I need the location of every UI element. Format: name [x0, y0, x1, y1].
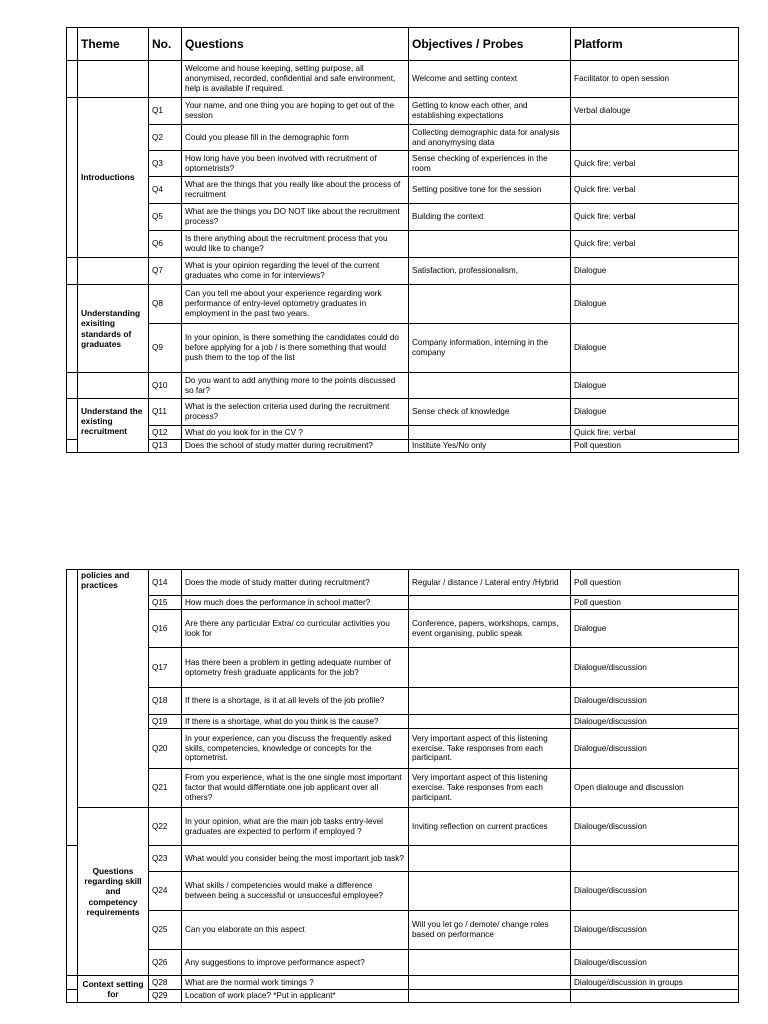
- table-row: [67, 729, 739, 769]
- question-text: In your opinion, what are the main job tasks entry-level graduates are expected to perform if employed ?: [182, 808, 409, 846]
- question-text: From you experience, what is the one single most important factor that would differntiate one job applicant over all others?: [182, 769, 409, 808]
- question-number: Q7: [149, 258, 182, 285]
- objective-text: Institute Yes/No only: [409, 440, 571, 453]
- question-number: Q1: [149, 98, 182, 125]
- question-text: Are there any particular Extra/ co curricular activities you look for: [182, 610, 409, 648]
- table-row: [67, 98, 739, 125]
- question-number: Q15: [149, 596, 182, 610]
- questionnaire-table-page-2: [66, 569, 739, 1003]
- objective-text: Getting to know each other, and establishing expectations: [409, 98, 571, 125]
- objective-text: Welcome and setting context: [409, 61, 571, 98]
- question-text: Welcome and house keeping, setting purpose, all anonymised, recorded, confidential and safe environment, help is available if required.: [182, 61, 409, 98]
- objective-text: [409, 231, 571, 258]
- header-row: [67, 28, 739, 61]
- objective-text: Very important aspect of this listening exercise. Take responses from each participant.: [409, 769, 571, 808]
- table-row: [67, 570, 739, 596]
- table-row: [67, 231, 739, 258]
- platform-text: Dialogue/discussion: [571, 648, 739, 688]
- objective-text: Satisfaction, professionalism,: [409, 258, 571, 285]
- objective-text: [409, 872, 571, 911]
- header-objectives: Objectives / Probes: [409, 28, 571, 61]
- objective-text: [409, 846, 571, 872]
- question-number: Q4: [149, 177, 182, 204]
- objective-text: Inviting reflection on current practices: [409, 808, 571, 846]
- table-row: [67, 177, 739, 204]
- question-text: What are the normal work timings ?: [182, 976, 409, 990]
- question-number: Q18: [149, 688, 182, 715]
- header-no: No.: [149, 28, 182, 61]
- platform-text: Quick fire: verbal: [571, 231, 739, 258]
- objective-text: Collecting demographic data for analysis and anonymysing data: [409, 125, 571, 151]
- question-text: In your opinion, is there something the candidates could do before applying for a job / is there something that would push them to the top of the list: [182, 324, 409, 373]
- objective-text: [409, 426, 571, 440]
- table-row: [67, 61, 739, 98]
- objective-text: [409, 976, 571, 990]
- table-row: [67, 426, 739, 440]
- question-text: In your experience, can you discuss the frequently asked skills, competencies, knowledge or concepts for the optometrist.: [182, 729, 409, 769]
- question-text: Can you tell me about your experience regarding work performance of entry-level optometry graduates in employment in the past two years.: [182, 285, 409, 324]
- question-text: If there is a shortage, what do you think is the cause?: [182, 715, 409, 729]
- question-number: Q16: [149, 610, 182, 648]
- question-number: Q3: [149, 151, 182, 177]
- objective-text: Setting positive tone for the session: [409, 177, 571, 204]
- objective-text: Regular / distance / Lateral entry /Hybrid: [409, 570, 571, 596]
- table-row: [67, 610, 739, 648]
- platform-text: Dialogue: [571, 258, 739, 285]
- table-row: [67, 285, 739, 324]
- question-number: Q8: [149, 285, 182, 324]
- question-text: What would you consider being the most important job task?: [182, 846, 409, 872]
- platform-text: [571, 846, 739, 872]
- question-text: Is there anything about the recruitment process that you would like to change?: [182, 231, 409, 258]
- platform-text: Quick fire: verbal: [571, 204, 739, 231]
- platform-text: Verbal dialouge: [571, 98, 739, 125]
- platform-text: [571, 125, 739, 151]
- question-number: Q5: [149, 204, 182, 231]
- question-number: Q28: [149, 976, 182, 990]
- theme-introductions: Introductions: [78, 98, 149, 258]
- platform-text: Quick fire: verbal: [571, 151, 739, 177]
- platform-text: Poll question: [571, 440, 739, 453]
- questionnaire-table-page-1: [66, 27, 739, 453]
- question-number: Q17: [149, 648, 182, 688]
- objective-text: [409, 715, 571, 729]
- platform-text: Dialogue/discussion: [571, 729, 739, 769]
- objective-text: [409, 950, 571, 976]
- question-number: Q9: [149, 324, 182, 373]
- objective-text: [409, 990, 571, 1003]
- theme-understanding: Understanding exisiting standards of graduates: [78, 285, 149, 373]
- objective-text: Sense check of knowledge: [409, 399, 571, 426]
- table-row: [67, 125, 739, 151]
- platform-text: Dialouge/discussion: [571, 715, 739, 729]
- question-text: How much does the performance in school matter?: [182, 596, 409, 610]
- question-number: Q24: [149, 872, 182, 911]
- table-row: [67, 976, 739, 990]
- question-number: Q26: [149, 950, 182, 976]
- question-number: Q13: [149, 440, 182, 453]
- question-number: Q22: [149, 808, 182, 846]
- question-number: Q19: [149, 715, 182, 729]
- table-row: [67, 808, 739, 846]
- theme-context: Context setting for: [78, 976, 149, 1003]
- question-text: What skills / competencies would make a difference between being a successful or unsuccesful employee?: [182, 872, 409, 911]
- header-platform: Platform: [571, 28, 739, 61]
- question-text: Does the school of study matter during recruitment?: [182, 440, 409, 453]
- question-text: Do you want to add anything more to the points discussed so far?: [182, 373, 409, 399]
- table-row: [67, 324, 739, 373]
- question-number: Q12: [149, 426, 182, 440]
- objective-text: [409, 648, 571, 688]
- platform-text: Dialouge/discussion: [571, 808, 739, 846]
- header-questions: Questions: [182, 28, 409, 61]
- theme-recruitment: Understand the existing recruitment: [78, 399, 149, 453]
- table-row: [67, 151, 739, 177]
- question-text: What are the things you DO NOT like about the recruitment process?: [182, 204, 409, 231]
- table-row: [67, 846, 739, 872]
- platform-text: [571, 990, 739, 1003]
- table-row: [67, 990, 739, 1003]
- question-text: Any suggestions to improve performance aspect?: [182, 950, 409, 976]
- question-text: What are the things that you really like about the process of recruitment: [182, 177, 409, 204]
- platform-text: Dialogue: [571, 399, 739, 426]
- question-text: What is the selection criteria used during the recruitment process?: [182, 399, 409, 426]
- platform-text: Dialouge/discussion: [571, 950, 739, 976]
- platform-text: Poll question: [571, 596, 739, 610]
- question-number: Q11: [149, 399, 182, 426]
- objective-text: Will you let go / demote/ change roles based on performance: [409, 911, 571, 950]
- platform-text: Dialogue: [571, 285, 739, 324]
- table-row: [67, 648, 739, 688]
- question-number: Q10: [149, 373, 182, 399]
- platform-text: Facilitator to open session: [571, 61, 739, 98]
- platform-text: Dialouge/discussion: [571, 688, 739, 715]
- question-number: Q25: [149, 911, 182, 950]
- table-row: [67, 950, 739, 976]
- objective-text: [409, 596, 571, 610]
- objective-text: [409, 373, 571, 399]
- platform-text: Dialogue: [571, 324, 739, 373]
- question-text: If there is a shortage, is it at all levels of the job profile?: [182, 688, 409, 715]
- question-number: Q21: [149, 769, 182, 808]
- question-text: Has there been a problem in getting adequate number of optometry fresh graduate applicants for the job?: [182, 648, 409, 688]
- table-row: [67, 715, 739, 729]
- question-text: Does the mode of study matter during recruitment?: [182, 570, 409, 596]
- table-row: [67, 872, 739, 911]
- objective-text: Company information, interning in the company: [409, 324, 571, 373]
- question-text: Your name, and one thing you are hoping to get out of the session: [182, 98, 409, 125]
- objective-text: Conference, papers, workshops, camps, event organising, public speak: [409, 610, 571, 648]
- theme-policies: policies and practices: [78, 570, 149, 808]
- question-number: Q20: [149, 729, 182, 769]
- platform-text: Poll question: [571, 570, 739, 596]
- question-text: Could you please fill in the demographic form: [182, 125, 409, 151]
- question-text: What do you look for in the CV ?: [182, 426, 409, 440]
- table-row: [67, 769, 739, 808]
- platform-text: Dialogue: [571, 373, 739, 399]
- objective-text: Very important aspect of this listening exercise. Take responses from each participant.: [409, 729, 571, 769]
- question-number: Q14: [149, 570, 182, 596]
- question-text: What is your opinion regarding the level of the current graduates who come in for interviews?: [182, 258, 409, 285]
- platform-text: Dialouge/discussion: [571, 911, 739, 950]
- table-row: [67, 373, 739, 399]
- table-row: [67, 596, 739, 610]
- question-number: Q29: [149, 990, 182, 1003]
- platform-text: Dialouge/discussion: [571, 872, 739, 911]
- question-number: Q23: [149, 846, 182, 872]
- platform-text: Dialouge/discussion in groups: [571, 976, 739, 990]
- question-number: [149, 61, 182, 98]
- question-text: Location of work place? *Put in applicant*: [182, 990, 409, 1003]
- objective-text: Building the context: [409, 204, 571, 231]
- question-number: Q6: [149, 231, 182, 258]
- header-theme: Theme: [78, 28, 149, 61]
- platform-text: Dialogue: [571, 610, 739, 648]
- table-row: [67, 688, 739, 715]
- question-text: How long have you been involved with recruitment of optometrists?: [182, 151, 409, 177]
- platform-text: Open dialouge and discussion: [571, 769, 739, 808]
- table-row: [67, 911, 739, 950]
- theme-skills: Questions regarding skill and competency requirements: [78, 808, 149, 976]
- table-row: [67, 204, 739, 231]
- question-text: Can you elaborate on this aspect: [182, 911, 409, 950]
- platform-text: Quick fire: verbal: [571, 177, 739, 204]
- platform-text: Quick fire: verbal: [571, 426, 739, 440]
- objective-text: [409, 285, 571, 324]
- table-row: [67, 399, 739, 426]
- objective-text: Sense checking of experiences in the room: [409, 151, 571, 177]
- table-row: [67, 258, 739, 285]
- objective-text: [409, 688, 571, 715]
- question-number: Q2: [149, 125, 182, 151]
- table-row: [67, 440, 739, 453]
